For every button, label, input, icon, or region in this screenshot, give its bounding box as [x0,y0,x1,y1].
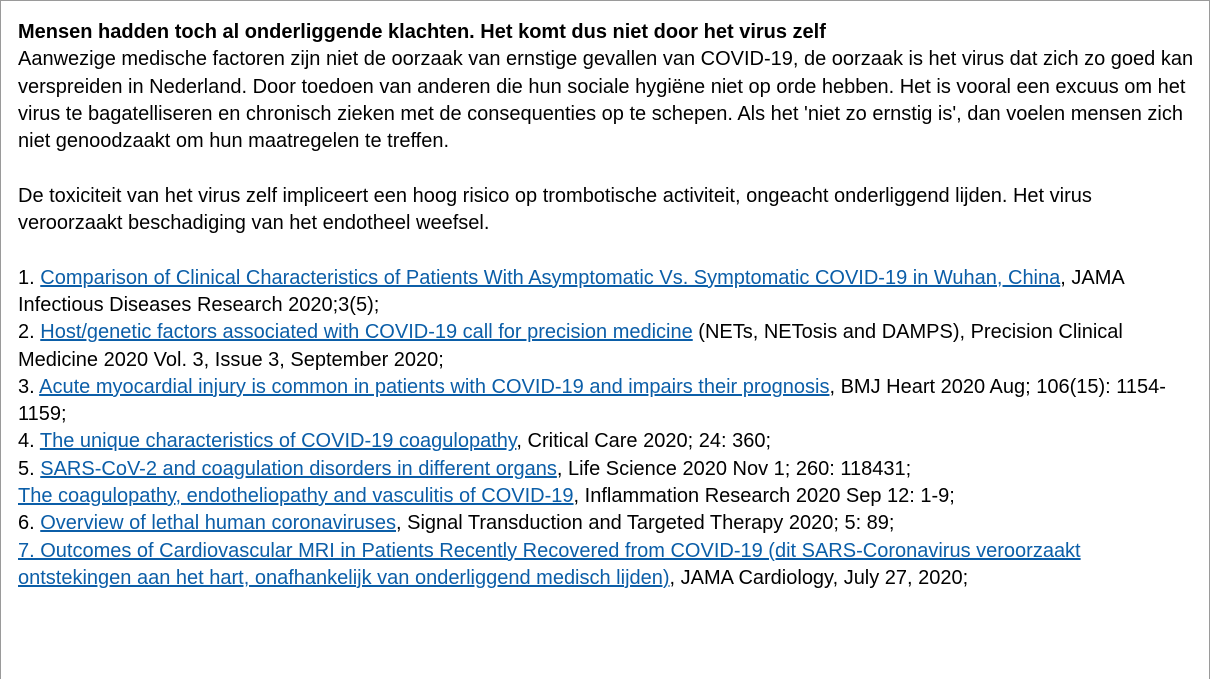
reference-link[interactable]: The coagulopathy, endotheliopathy and vasculitis of COVID-19 [18,485,574,508]
reference-source: , Inflammation Research 2020 Sep 12: 1-9; [573,485,955,508]
article-content [18,19,1198,592]
reference-item-5b [18,483,1198,510]
reference-source: (NETs, NETosis and DAMPS), Precision Clinical Medicine 2020 Vol. 3, Issue 3, September 2020; [18,321,1123,371]
reference-link[interactable]: SARS-CoV-2 and coagulation disorders in different organs [40,457,557,480]
reference-number: 4. [18,430,40,453]
reference-link[interactable]: Host/genetic factors associated with COVID-19 call for precision medicine [40,321,693,344]
reference-item-3 [18,374,1198,429]
reference-link[interactable]: The unique characteristics of COVID-19 coagulopathy [39,430,517,453]
reference-link[interactable]: 7. Outcomes of Cardiovascular MRI in Patients Recently Recovered from COVID-19 (dit SARS-Coronavirus veroorzaakt ontstekingen aan het hart, onafhankelijk van onderliggend medisch lijden) [18,539,1081,589]
reference-number: 5. [18,457,41,480]
reference-item-1 [18,265,1198,320]
reference-source: , BMJ Heart 2020 Aug; 106(15): 1154-1159; [18,375,1166,426]
reference-number: 2. [18,321,41,344]
reference-number: 3. [18,375,40,398]
reference-link[interactable]: Comparison of Clinical Characteristics of Patients With Asymptomatic Vs. Symptomatic COVID-19 in Wuhan, China [40,266,1061,289]
reference-link[interactable]: Overview of lethal human coronaviruses [40,512,396,535]
reference-link[interactable]: Acute myocardial injury is common in patients with COVID-19 and impairs their prognosis [39,375,830,398]
reference-number: 1. [18,266,41,289]
article-heading: Mensen hadden toch al onderliggende klachten. Het komt dus niet door het virus zelf [18,21,826,43]
reference-item-2 [18,319,1198,374]
reference-source: , Signal Transduction and Targeted Therapy 2020; 5: 89; [395,512,895,535]
reference-source: , JAMA Cardiology, July 27, 2020; [669,566,969,589]
reference-number: 6. [18,512,41,535]
reference-source: , Critical Care 2020; 24: 360; [516,430,772,453]
reference-source: , Life Science 2020 Nov 1; 260: 118431; [556,457,912,480]
reference-source: , JAMA Infectious Diseases Research 2020;3(5); [18,266,1124,316]
reference-item-5 [18,456,1198,483]
article-paragraph-1: Aanwezige medische factoren zijn niet de oorzaak van ernstige gevallen van COVID-19, de oorzaak is het virus dat zich zo goed kan verspreiden in Nederland. Door toedoen van anderen die hun sociale hygiëne niet op orde hebben. Het is vooral een excuus om het virus te bagatelliseren en chronisch zieken met de consequenties op te schepen. Als het 'niet zo ernstig is', dan voelen mensen zich niet genoodzaakt om hun maatregelen te treffen. [18,48,1194,153]
reference-item-4 [18,428,1198,455]
reference-item-6 [18,510,1198,537]
reference-list [18,265,1198,593]
article-paragraph-2: De toxiciteit van het virus zelf impliceert een hoog risico op trombotische activiteit, ongeacht onderliggend lijden. Het virus veroorzaakt beschadiging van het endotheel weefsel. [18,184,1092,235]
reference-item-7 [18,538,1198,593]
